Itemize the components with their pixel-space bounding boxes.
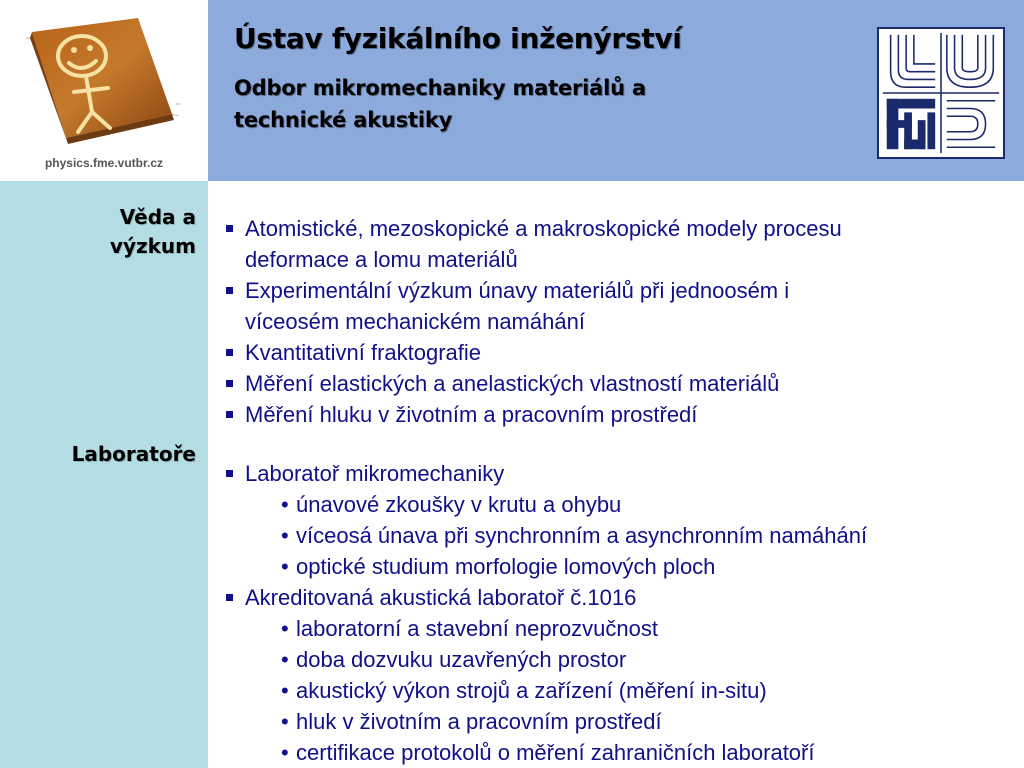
lab-subitem-text: certifikace protokolů o měření zahraničních laboratoří [296,740,815,765]
research-item [224,213,1014,275]
section-label-research [46,203,196,261]
lab-subitem [224,520,1014,551]
section-label-research-line-1: Věda a [119,205,196,229]
square-bullet-icon [226,225,233,232]
round-bullet-icon: • [281,492,289,517]
lab-subitem [224,489,1014,520]
page-title: Ústav fyzikálního inženýrství [234,22,682,55]
research-item [224,368,1014,399]
page-header [208,0,1024,181]
lab-subitem [224,737,1014,768]
lab-subitem-text: hluk v životním a pracovním prostředí [296,709,662,734]
lab-subitem-text: optické studium morfologie lomových ploch [296,554,716,579]
lab-item-label: Laboratoř mikromechaniky [245,461,505,486]
round-bullet-icon: • [281,616,289,641]
round-bullet-icon: • [281,647,289,672]
lab-subitem-text: únavové zkoušky v krutu a ohybu [296,492,622,517]
research-item-text: Měření hluku v životním a pracovním prostředí [245,402,698,427]
lab-subitem-text: víceosá únava při synchronním a asynchronním namáhání [296,523,868,548]
afm-smiley-image [22,14,184,152]
lab-subitem [224,706,1014,737]
lab-item-acoustics [224,582,1014,613]
branding-area [0,0,208,181]
research-item-text: deformace a lomu materiálů [245,247,518,272]
fsi-vut-logo [877,27,1005,159]
lab-subitem-text: laboratorní a stavební neprozvučnost [296,616,659,641]
lab-subitem [224,613,1014,644]
research-list [224,213,1014,430]
section-label-research-line-2: výzkum [109,234,196,258]
section-gap [224,430,1014,458]
research-item [224,337,1014,368]
fsi-vut-logo-graphic [879,29,1003,157]
square-bullet-icon [226,287,233,294]
research-item [224,275,1014,337]
labs-list [224,458,1014,768]
research-item-text: Měření elastických a anelastických vlastností materiálů [245,371,780,396]
square-bullet-icon [226,380,233,387]
research-item-text: Kvantitativní fraktografie [245,340,482,365]
round-bullet-icon: • [281,709,289,734]
lab-item-label: Akreditovaná akustická laboratoř č.1016 [245,585,637,610]
sidebar [0,181,208,768]
lab-subitem [224,644,1014,675]
round-bullet-icon: • [281,678,289,703]
lab-item-micromechanics [224,458,1014,489]
research-item-text: víceosém mechanickém namáhání [245,309,585,334]
lab-subitem [224,675,1014,706]
lab-subitem-text: doba dozvuku uzavřených prostor [296,647,627,672]
lab-subitem-text: akustický výkon strojů a zařízení (měření in-situ) [296,678,767,703]
square-bullet-icon [226,594,233,601]
square-bullet-icon [226,411,233,418]
round-bullet-icon: • [281,740,289,765]
main-content [224,213,1014,768]
subtitle-line-1: Odbor mikromechaniky materiálů a [234,76,646,100]
research-item-text: Experimentální výzkum únavy materiálů při jednoosém i [245,278,790,303]
research-item [224,399,1014,430]
square-bullet-icon [226,470,233,477]
research-item-text: Atomistické, mezoskopické a makroskopické modely procesu [245,216,842,241]
subtitle-line-2: technické akustiky [234,108,453,132]
page-subtitle [234,72,794,136]
round-bullet-icon: • [281,554,289,579]
section-label-labs: Laboratoře [71,442,196,466]
site-url: physics.fme.vutbr.cz [44,156,164,170]
square-bullet-icon [226,349,233,356]
lab-subitem [224,551,1014,582]
round-bullet-icon: • [281,523,289,548]
